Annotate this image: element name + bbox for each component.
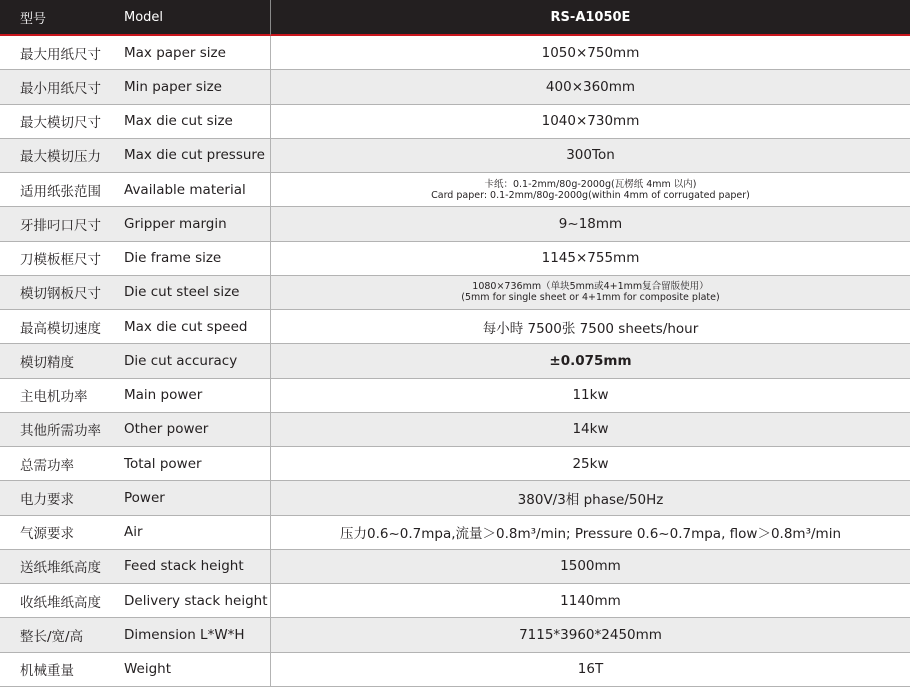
table-row bbox=[0, 105, 910, 139]
row-label-cell bbox=[0, 105, 270, 138]
header-model-value: RS-A1050E bbox=[270, 0, 910, 36]
row-value: 16T bbox=[577, 661, 604, 678]
row-label-cn: 刀模板框尺寸 bbox=[20, 252, 101, 269]
row-label-cn: 最大用纸尺寸 bbox=[20, 46, 101, 63]
row-label-cell bbox=[0, 173, 270, 206]
row-value: 25kw bbox=[572, 455, 609, 472]
table-row bbox=[0, 36, 910, 70]
table-row bbox=[0, 173, 910, 207]
row-label-cell bbox=[0, 310, 270, 343]
table-row bbox=[0, 413, 910, 447]
table-header bbox=[0, 0, 910, 36]
row-label-en: Die cut accuracy bbox=[124, 352, 238, 369]
row-value-secondary: (5mm for single sheet or 4+1mm for composite plate) bbox=[461, 292, 720, 304]
row-label-cn: 总需功率 bbox=[20, 457, 74, 474]
row-label-en: Other power bbox=[124, 421, 209, 438]
row-value: 1040×730mm bbox=[541, 113, 640, 130]
row-value-cell bbox=[270, 139, 910, 172]
row-label-cell bbox=[0, 481, 270, 514]
row-value: 7115*3960*2450mm bbox=[519, 626, 662, 643]
row-label-cn: 电力要求 bbox=[20, 491, 74, 508]
row-value: ±0.075mm bbox=[549, 352, 632, 369]
table-row bbox=[0, 584, 910, 618]
header-label-cell bbox=[0, 0, 270, 36]
row-label-cell bbox=[0, 653, 270, 686]
row-value: 400×360mm bbox=[545, 78, 636, 95]
row-label-cell bbox=[0, 207, 270, 240]
row-label-en: Weight bbox=[124, 661, 172, 678]
row-label-cn: 其他所需功率 bbox=[20, 423, 101, 440]
row-value-cell bbox=[270, 70, 910, 103]
row-value-cell bbox=[270, 653, 910, 686]
row-label-cell bbox=[0, 276, 270, 309]
table-body bbox=[0, 36, 910, 687]
row-value: 9~18mm bbox=[558, 215, 623, 232]
row-value-cell bbox=[270, 207, 910, 240]
row-label-cell bbox=[0, 584, 270, 617]
table-row bbox=[0, 481, 910, 515]
row-label-cell bbox=[0, 413, 270, 446]
row-label-cn: 机械重量 bbox=[20, 663, 74, 680]
row-label-en: Min paper size bbox=[124, 78, 222, 95]
row-label-en: Main power bbox=[124, 387, 203, 404]
table-row bbox=[0, 139, 910, 173]
row-label-en: Feed stack height bbox=[124, 558, 244, 575]
row-label-en: Total power bbox=[124, 455, 202, 472]
row-value: 1080×736mm（单块5mm或4+1mm复合留版使用） bbox=[472, 281, 709, 293]
row-label-cn: 主电机功率 bbox=[20, 389, 88, 406]
row-label-en: Gripper margin bbox=[124, 215, 227, 232]
row-value-cell bbox=[270, 584, 910, 617]
row-label-en: Max die cut speed bbox=[124, 318, 248, 335]
row-label-cell bbox=[0, 379, 270, 412]
row-value-cell bbox=[270, 105, 910, 138]
row-label-cn: 收纸堆纸高度 bbox=[20, 594, 101, 611]
row-value: 380V/3相 phase/50Hz bbox=[517, 491, 664, 508]
table-row bbox=[0, 310, 910, 344]
table-row bbox=[0, 379, 910, 413]
row-label-cn: 整长/宽/高 bbox=[20, 628, 84, 645]
row-label-en: Available material bbox=[124, 181, 246, 198]
row-value: 1050×750mm bbox=[541, 44, 640, 61]
row-value-cell bbox=[270, 550, 910, 583]
row-value: 14kw bbox=[572, 421, 609, 438]
row-label-cn: 最大模切尺寸 bbox=[20, 115, 101, 132]
row-value-cell bbox=[270, 173, 910, 206]
row-label-cn: 模切钢板尺寸 bbox=[20, 286, 101, 303]
row-label-cn: 适用纸张范围 bbox=[20, 183, 101, 200]
row-value: 卡纸：0.1-2mm/80g-2000g(瓦楞纸 4mm 以内) bbox=[484, 178, 697, 190]
row-label-cell bbox=[0, 242, 270, 275]
row-label-cn: 牙排叼口尺寸 bbox=[20, 217, 101, 234]
header-model-cn: 型号 bbox=[20, 11, 47, 27]
row-label-en: Power bbox=[124, 489, 165, 506]
row-value-cell bbox=[270, 481, 910, 514]
row-label-en: Die cut steel size bbox=[124, 284, 240, 301]
row-value-cell bbox=[270, 447, 910, 480]
row-value-cell bbox=[270, 242, 910, 275]
row-label-cn: 最高模切速度 bbox=[20, 320, 101, 337]
row-label-cell bbox=[0, 70, 270, 103]
table-row bbox=[0, 344, 910, 378]
row-value-cell bbox=[270, 310, 910, 343]
row-value-cell bbox=[270, 516, 910, 549]
row-label-en: Delivery stack height bbox=[124, 592, 268, 609]
table-row bbox=[0, 653, 910, 687]
header-model-en: Model bbox=[124, 9, 164, 25]
row-value: 每小時 7500张 7500 sheets/hour bbox=[482, 320, 699, 337]
row-label-cell bbox=[0, 550, 270, 583]
row-label-en: Dimension L*W*H bbox=[124, 626, 245, 643]
row-value: 1145×755mm bbox=[541, 250, 640, 267]
row-label-en: Die frame size bbox=[124, 250, 222, 267]
row-value-cell bbox=[270, 344, 910, 377]
row-label-cell bbox=[0, 516, 270, 549]
row-value: 11kw bbox=[572, 387, 609, 404]
row-label-cell bbox=[0, 618, 270, 651]
row-value: 1500mm bbox=[560, 558, 621, 575]
row-value: 压力0.6~0.7mpa,流量＞0.8m³/min; Pressure 0.6~0.7mpa, flow＞0.8m³/min bbox=[339, 526, 842, 543]
row-value-cell bbox=[270, 379, 910, 412]
row-label-en: Max die cut size bbox=[124, 113, 233, 130]
row-label-cell bbox=[0, 447, 270, 480]
table-row bbox=[0, 618, 910, 652]
row-value-cell bbox=[270, 276, 910, 309]
row-label-cell bbox=[0, 344, 270, 377]
row-value-cell bbox=[270, 36, 910, 69]
table-row bbox=[0, 550, 910, 584]
row-value: 300Ton bbox=[566, 147, 615, 164]
table-row bbox=[0, 70, 910, 104]
row-value-cell bbox=[270, 618, 910, 651]
row-value: 1140mm bbox=[560, 592, 621, 609]
row-label-cn: 送纸堆纸高度 bbox=[20, 560, 101, 577]
table-row bbox=[0, 276, 910, 310]
table-row bbox=[0, 242, 910, 276]
row-value-secondary: Card paper: 0.1-2mm/80g-2000g(within 4mm of corrugated paper) bbox=[431, 189, 750, 201]
row-label-cell bbox=[0, 139, 270, 172]
row-label-cn: 最小用纸尺寸 bbox=[20, 80, 101, 97]
row-label-en: Max die cut pressure bbox=[124, 147, 265, 164]
row-label-cn: 气源要求 bbox=[20, 526, 74, 543]
row-label-cn: 模切精度 bbox=[20, 354, 74, 371]
row-label-en: Air bbox=[124, 524, 143, 541]
table-row bbox=[0, 447, 910, 481]
row-label-en: Max paper size bbox=[124, 44, 226, 61]
row-value-cell bbox=[270, 413, 910, 446]
row-label-cn: 最大模切压力 bbox=[20, 149, 101, 166]
table-row bbox=[0, 516, 910, 550]
table-row bbox=[0, 207, 910, 241]
row-label-cell bbox=[0, 36, 270, 69]
